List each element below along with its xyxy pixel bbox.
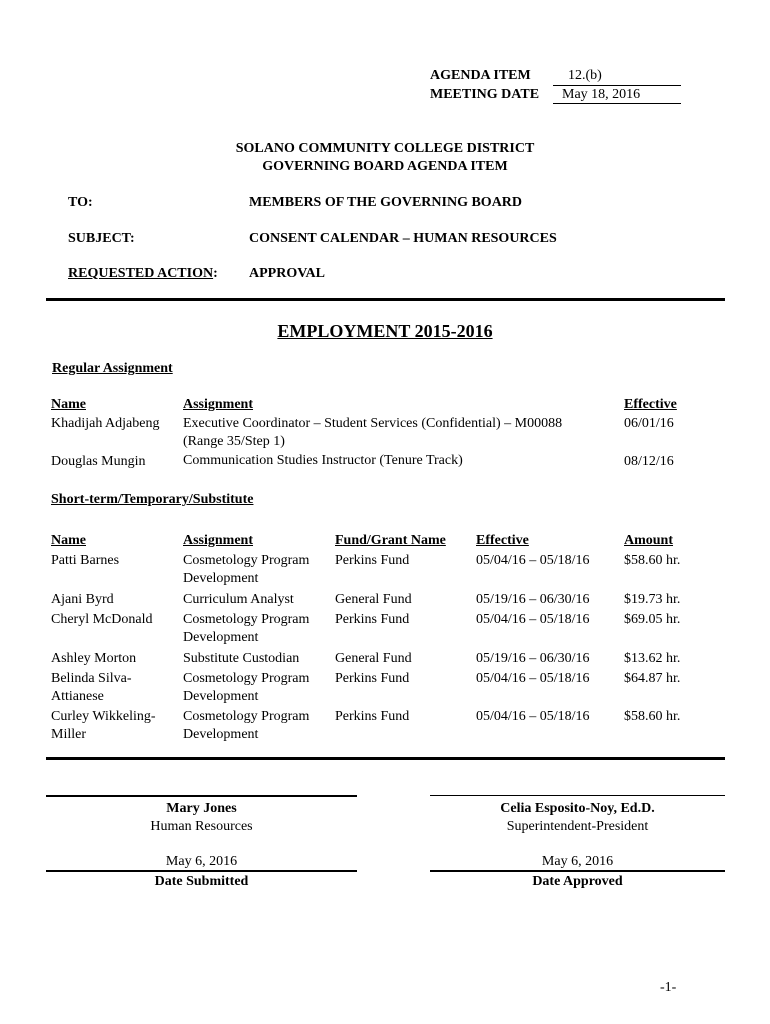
top-divider xyxy=(46,298,725,301)
table-row-assignment: Cosmetology Program xyxy=(183,612,310,627)
table-row-name: Ashley Morton xyxy=(51,651,137,666)
shortterm-header-name: Name xyxy=(51,533,86,548)
shortterm-header-fund: Fund/Grant Name xyxy=(335,533,446,548)
regular-row-effective: 06/01/16 xyxy=(624,416,674,431)
table-row-amount: $58.60 hr. xyxy=(624,553,681,568)
requested-action-label xyxy=(68,265,218,283)
table-row-effective: 05/19/16 – 06/30/16 xyxy=(476,651,590,666)
table-row-assignment-cont: Development xyxy=(183,727,259,742)
left-signer-title: Human Resources xyxy=(150,819,253,834)
table-row-name: Patti Barnes xyxy=(51,553,120,568)
table-row-assignment-cont: Development xyxy=(183,630,259,645)
regular-header-name: Name xyxy=(51,397,86,412)
table-row-amount: $69.05 hr. xyxy=(624,612,681,627)
section-title: EMPLOYMENT 2015-2016 xyxy=(277,321,493,341)
regular-row-assignment-cont: (Range 35/Step 1) xyxy=(183,434,285,449)
shortterm-header-amount: Amount xyxy=(624,533,674,548)
page-number: -1- xyxy=(660,980,677,995)
left-signature-line xyxy=(46,795,357,797)
table-row-fund: General Fund xyxy=(335,592,412,607)
regular-row-name: Khadijah Adjabeng xyxy=(51,416,160,431)
regular-row-name: Douglas Mungin xyxy=(51,454,146,469)
to-value: MEMBERS OF THE GOVERNING BOARD xyxy=(249,195,523,210)
table-row-assignment-cont: Development xyxy=(183,689,259,704)
subject-label: SUBJECT: xyxy=(68,231,135,246)
left-signer-name: Mary Jones xyxy=(166,801,237,816)
table-row-effective: 05/04/16 – 05/18/16 xyxy=(476,553,590,568)
table-row-amount: $19.73 hr. xyxy=(624,592,681,607)
left-date-label: Date Submitted xyxy=(154,874,249,889)
shortterm-header-assignment: Assignment xyxy=(183,533,254,548)
table-row-assignment: Cosmetology Program xyxy=(183,553,310,568)
to-label: TO: xyxy=(68,195,93,210)
table-row-name: Cheryl McDonald xyxy=(51,612,153,627)
table-row-amount: $64.87 hr. xyxy=(624,671,681,686)
table-row-effective: 05/04/16 – 05/18/16 xyxy=(476,612,590,627)
requested-action-value: APPROVAL xyxy=(249,266,325,281)
left-date-line xyxy=(46,870,357,872)
regular-row-assignment: Communication Studies Instructor (Tenure Track) xyxy=(183,453,463,468)
bottom-divider xyxy=(46,757,725,760)
table-row-fund: Perkins Fund xyxy=(335,709,410,724)
shortterm-header-effective: Effective xyxy=(476,533,529,548)
agenda-item-label: AGENDA ITEM xyxy=(430,68,531,83)
table-row-name-cont: Miller xyxy=(51,727,86,742)
table-row-name-cont: Attianese xyxy=(51,689,104,704)
right-date-label: Date Approved xyxy=(532,874,623,889)
subject-value: CONSENT CALENDAR – HUMAN RESOURCES xyxy=(249,231,557,246)
table-row-fund: Perkins Fund xyxy=(335,612,410,627)
regular-assignment-heading: Regular Assignment xyxy=(52,361,173,376)
table-row-fund: Perkins Fund xyxy=(335,553,410,568)
table-row-effective: 05/04/16 – 05/18/16 xyxy=(476,709,590,724)
right-date-line xyxy=(430,870,725,872)
meeting-date-underline xyxy=(553,103,681,104)
meeting-date-value: May 18, 2016 xyxy=(562,87,641,102)
regular-row-effective: 08/12/16 xyxy=(624,454,674,469)
regular-header-assignment: Assignment xyxy=(183,397,254,412)
table-row-name: Ajani Byrd xyxy=(51,592,114,607)
table-row-name: Belinda Silva- xyxy=(51,671,132,686)
table-row-effective: 05/19/16 – 06/30/16 xyxy=(476,592,590,607)
table-row-assignment: Cosmetology Program xyxy=(183,709,310,724)
table-row-name: Curley Wikkeling- xyxy=(51,709,156,724)
table-row-fund: General Fund xyxy=(335,651,412,666)
meeting-date-label: MEETING DATE xyxy=(430,87,540,102)
table-row-fund: Perkins Fund xyxy=(335,671,410,686)
shortterm-heading: Short-term/Temporary/Substitute xyxy=(51,492,254,507)
right-signer-title: Superintendent-President xyxy=(506,819,649,834)
table-row-amount: $58.60 hr. xyxy=(624,709,681,724)
requested-action-colon: : xyxy=(213,266,218,281)
table-row-assignment: Cosmetology Program xyxy=(183,671,310,686)
right-signature-line xyxy=(430,795,725,796)
table-row-amount: $13.62 hr. xyxy=(624,651,681,666)
left-date: May 6, 2016 xyxy=(165,854,238,869)
requested-action-text: REQUESTED ACTION xyxy=(68,266,214,281)
right-signer-name: Celia Esposito-Noy, Ed.D. xyxy=(500,801,655,816)
table-row-assignment: Substitute Custodian xyxy=(183,651,300,666)
table-row-assignment-cont: Development xyxy=(183,571,259,586)
agenda-title: GOVERNING BOARD AGENDA ITEM xyxy=(262,159,508,174)
table-row-assignment: Curriculum Analyst xyxy=(183,592,294,607)
agenda-item-value: 12.(b) xyxy=(568,68,602,83)
district-title: SOLANO COMMUNITY COLLEGE DISTRICT xyxy=(235,141,535,156)
table-row-effective: 05/04/16 – 05/18/16 xyxy=(476,671,590,686)
right-date: May 6, 2016 xyxy=(541,854,614,869)
regular-header-effective: Effective xyxy=(624,397,677,412)
regular-row-assignment: Executive Coordinator – Student Services (Confidential) – M00088 xyxy=(183,416,563,431)
